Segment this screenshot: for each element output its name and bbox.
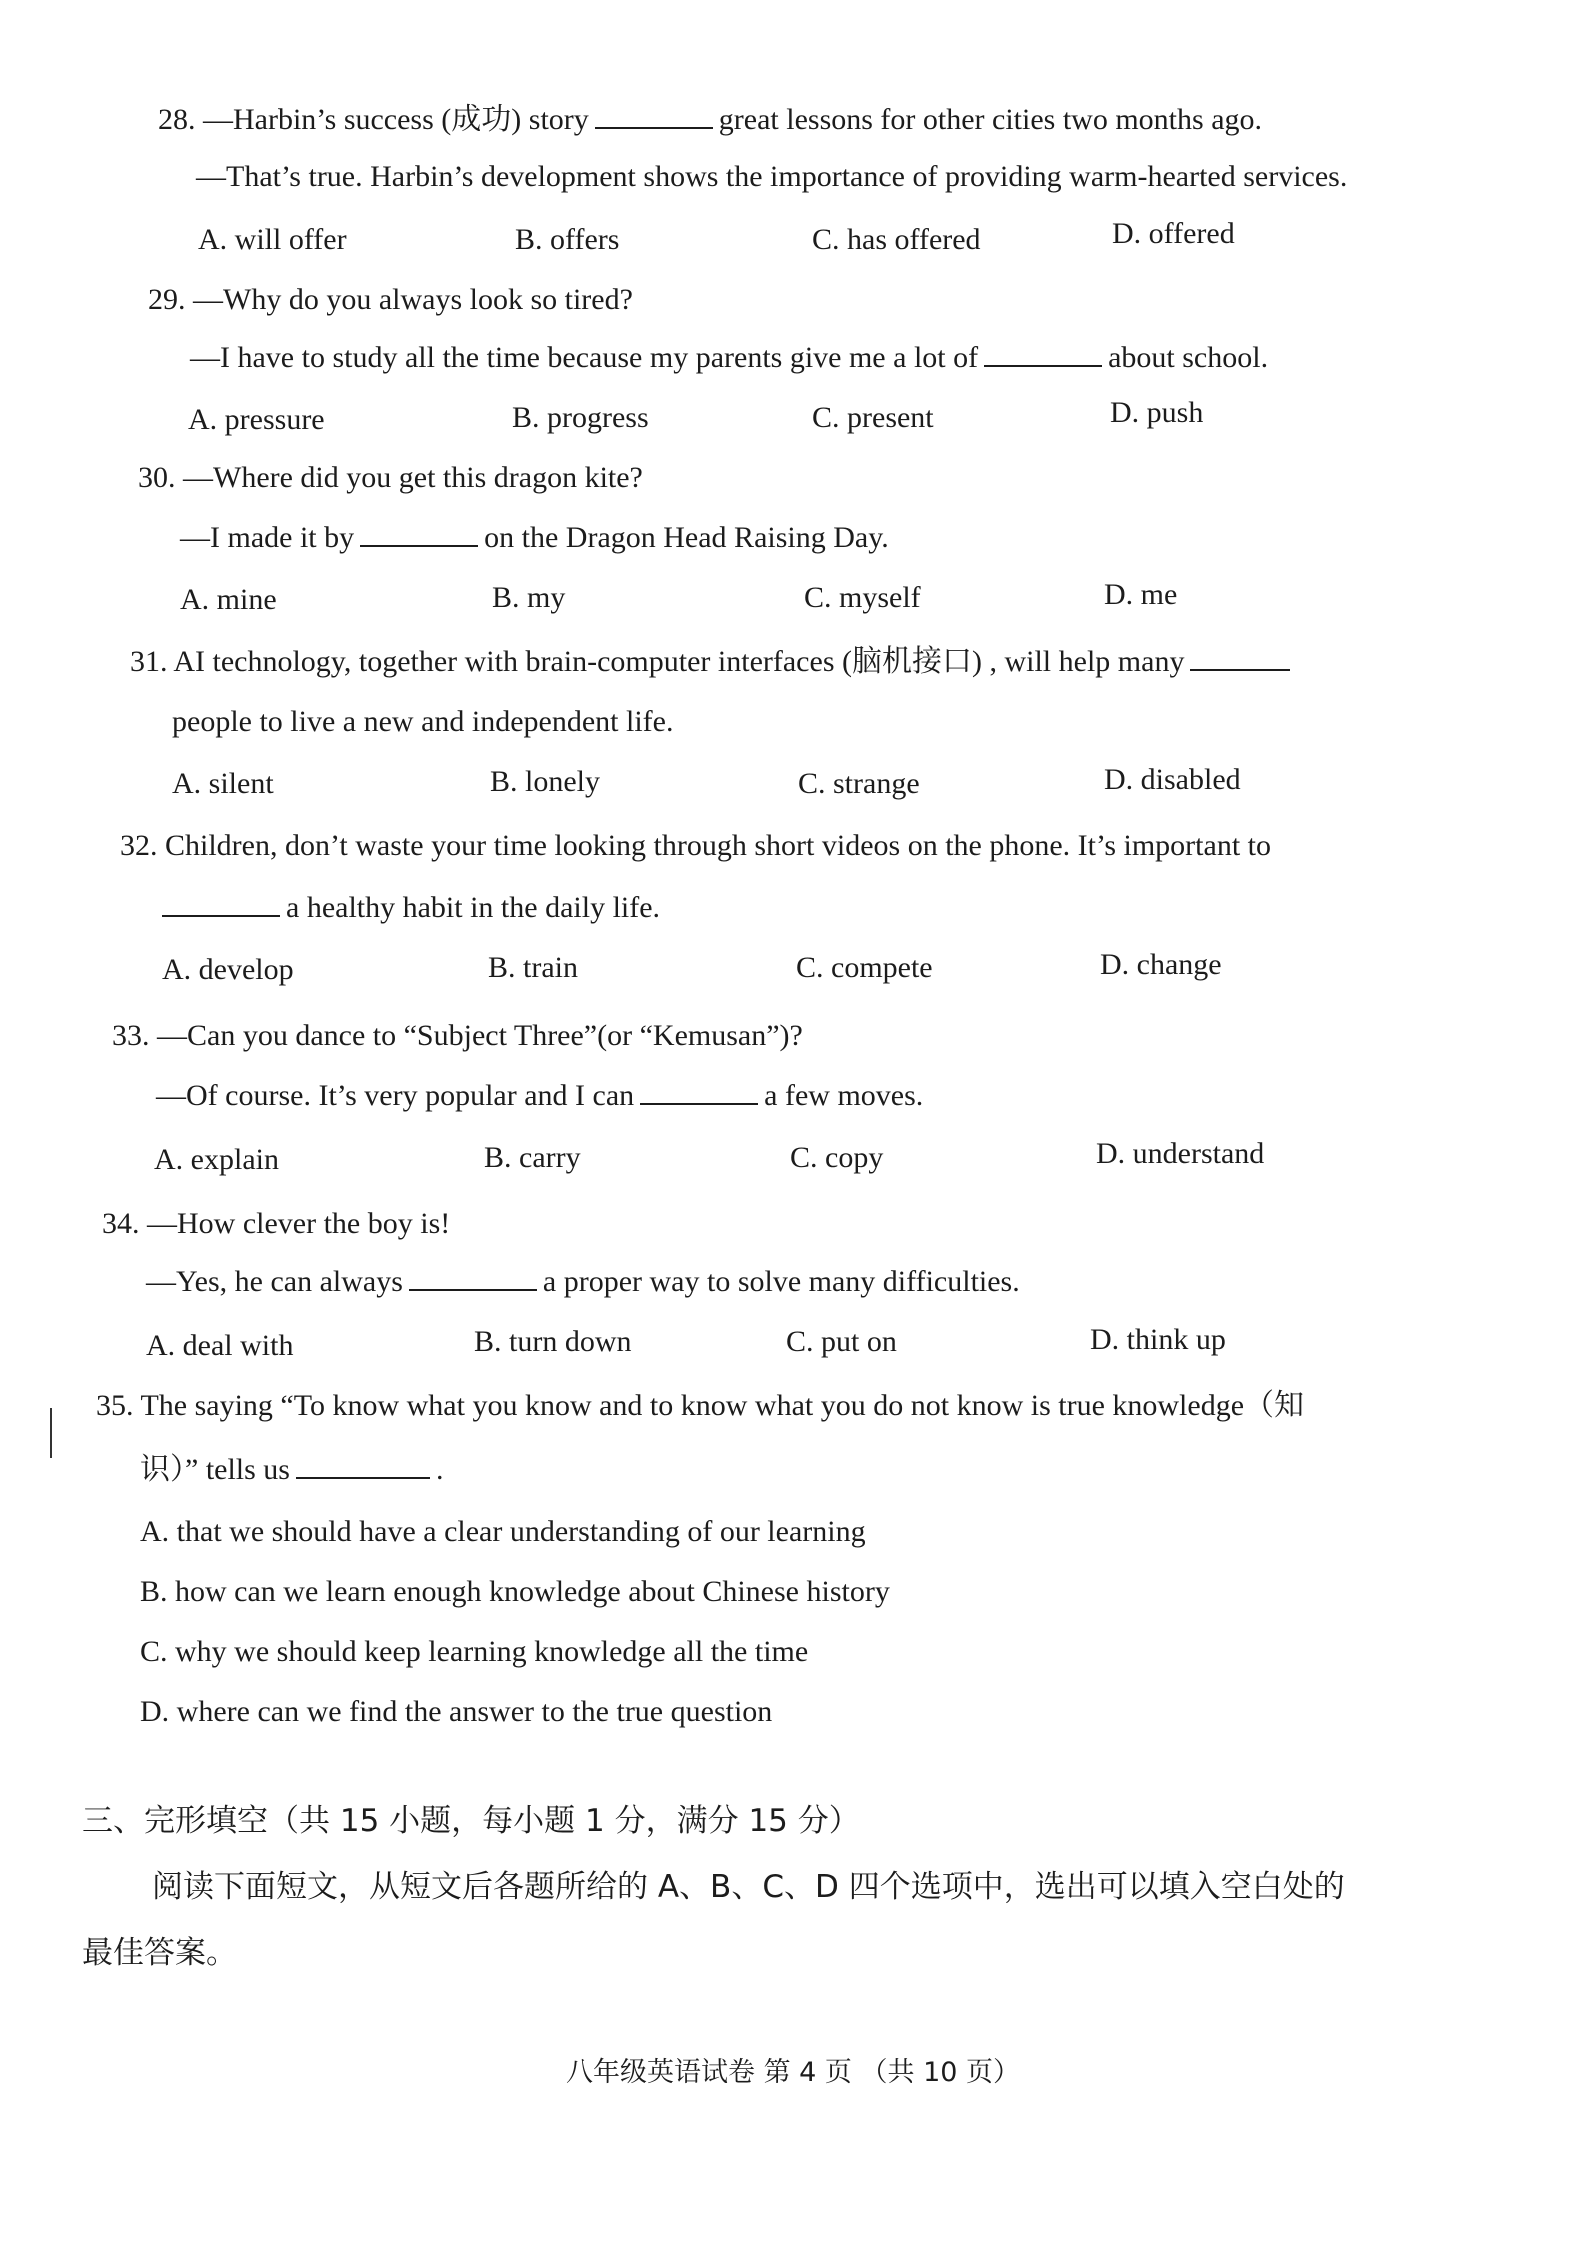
option-a: A. explain: [154, 1143, 279, 1176]
question-34: 34. —How clever the boy is!: [102, 1207, 451, 1240]
option-b: B. my: [492, 581, 566, 614]
section-title: 三、完形填空（共 15 小题，每小题 1 分，满分 15 分）: [82, 1803, 860, 1839]
question-31-stem: 31. AI technology, together with brain-computer interfaces (脑机接口) , will help many: [130, 645, 1185, 678]
option-c: C. has offered: [812, 223, 981, 256]
question-29-response: [190, 338, 1268, 378]
option-c: C. myself: [804, 581, 921, 614]
option-b: B. progress: [512, 401, 649, 434]
option-d: D. me: [1104, 578, 1178, 611]
option-b: B. turn down: [474, 1325, 632, 1358]
option-d: D. disabled: [1104, 763, 1241, 796]
question-29-response-head: —I have to study all the time because my parents give me a lot of: [190, 341, 979, 374]
option-a: A. silent: [172, 767, 274, 800]
option-c: C. why we should keep learning knowledge all the time: [140, 1635, 809, 1668]
question-33-response: [156, 1076, 923, 1116]
question-28-stem-tail: great lessons for other cities two months ago.: [718, 103, 1263, 136]
option-d: D. understand: [1096, 1137, 1265, 1170]
answer-blank: [162, 889, 280, 917]
question-29: 29. —Why do you always look so tired?: [148, 283, 633, 316]
option-c: C. present: [812, 401, 934, 434]
question-30-response-tail: on the Dragon Head Raising Day.: [484, 521, 889, 554]
answer-blank: [640, 1077, 758, 1105]
question-35-line2-head: 识）” tells us: [140, 1453, 290, 1486]
question-30-response: [180, 518, 889, 558]
option-b: B. carry: [484, 1141, 581, 1174]
option-a: A. develop: [162, 953, 294, 986]
question-35-line2-tail: .: [436, 1453, 444, 1486]
answer-blank: [360, 519, 478, 547]
answer-blank: [1190, 643, 1290, 671]
question-33-response-tail: a few moves.: [764, 1079, 924, 1112]
option-a: A. pressure: [188, 403, 325, 436]
question-35: 35. The saying “To know what you know and to know what you do not know is true knowledge（知: [96, 1389, 1305, 1422]
question-34-response-tail: a proper way to solve many difficulties.: [542, 1265, 1020, 1298]
option-c: C. compete: [796, 951, 933, 984]
section-instruction-continued: 最佳答案。: [82, 1935, 237, 1971]
option-a: A. mine: [180, 583, 277, 616]
question-28: [158, 100, 1262, 140]
question-33: 33. —Can you dance to “Subject Three”(or “Kemusan”)?: [112, 1019, 803, 1052]
option-d: D. push: [1110, 396, 1204, 429]
question-28-stem: 28. —Harbin’s success (成功) story: [158, 103, 589, 136]
question-31-line2: people to live a new and independent life.: [172, 705, 674, 738]
question-32-line2-tail: a healthy habit in the daily life.: [286, 891, 661, 924]
option-b: B. how can we learn enough knowledge about Chinese history: [140, 1575, 890, 1608]
option-c: C. strange: [798, 767, 920, 800]
option-b: B. offers: [515, 223, 620, 256]
answer-blank: [595, 101, 713, 129]
question-32-line2: [162, 888, 660, 928]
option-d: D. offered: [1112, 217, 1235, 250]
option-a: A. will offer: [198, 223, 347, 256]
question-34-response: [146, 1262, 1020, 1302]
option-a: A. that we should have a clear understanding of our learning: [140, 1515, 866, 1548]
option-d: D. think up: [1090, 1323, 1226, 1356]
option-c: C. copy: [790, 1141, 884, 1174]
question-28-response: —That’s true. Harbin’s development shows the importance of providing warm-hearted services.: [196, 160, 1348, 193]
option-a: A. deal with: [146, 1329, 294, 1362]
option-b: B. lonely: [490, 765, 600, 798]
question-30-response-head: —I made it by: [180, 521, 355, 554]
page-footer: 八年级英语试卷 第 4 页 （共 10 页）: [565, 2057, 1021, 2088]
answer-blank: [984, 339, 1102, 367]
option-d: D. change: [1100, 948, 1222, 981]
option-d: D. where can we find the answer to the true question: [140, 1695, 773, 1728]
option-c: C. put on: [786, 1325, 897, 1358]
option-b: B. train: [488, 951, 578, 984]
margin-mark: [50, 1408, 52, 1458]
question-30: 30. —Where did you get this dragon kite?: [138, 461, 643, 494]
question-32: 32. Children, don’t waste your time looking through short videos on the phone. It’s important to: [120, 829, 1271, 862]
question-34-response-head: —Yes, he can always: [146, 1265, 403, 1298]
question-33-response-head: —Of course. It’s very popular and I can: [156, 1079, 635, 1112]
section-instruction: 阅读下面短文，从短文后各题所给的 A、B、C、D 四个选项中，选出可以填入空白处的: [152, 1869, 1345, 1905]
question-31: [130, 642, 1296, 682]
question-29-response-tail: about school.: [1108, 341, 1269, 374]
answer-blank: [296, 1451, 430, 1479]
question-35-line2: [140, 1450, 444, 1490]
answer-blank: [409, 1263, 537, 1291]
